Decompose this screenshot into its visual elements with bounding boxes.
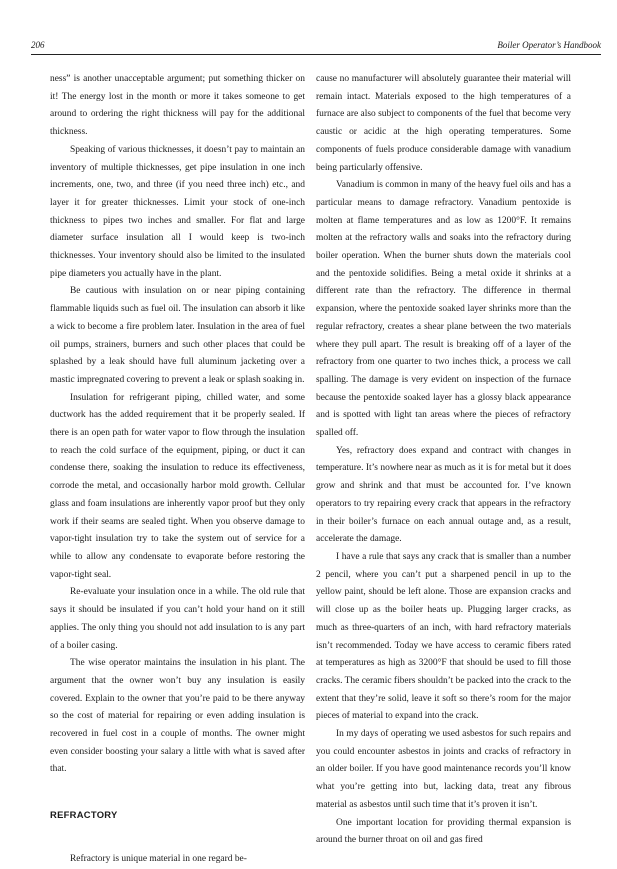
paragraph: Yes, refractory does expand and contract with changes in temperature. It’s nowhere near as much as it is for metal but it does grow and shrink and that must be accounted for. I’ve known operators to try repairing every crack that appears in the refractory in their boiler’s furnace on each annual outage and, as a result, accelerate the damage. <box>316 445 571 545</box>
left-column <box>50 71 305 869</box>
paragraph: I have a rule that says any crack that is smaller than a number 2 pencil, where you can’t put a sharpened pencil in up to the yellow paint, should be left alone. Those are expansion cracks and will close up as the boiler heats up. Plugging larger cracks, as much as three-quarters of an inch, with hard refractory materials isn’t recommended. Today we have access to ceramic fibers rated at temperatures as high as 3200°F that should be used to fill those cracks. The ceramic fibers shouldn’t be packed into the crack to the extent that they’re solid, leave it soft so there’s room for the major pieces of material to expand into the crack. <box>316 551 571 722</box>
book-title: Boiler Operator’s Handbook <box>497 40 601 50</box>
paragraph: Speaking of various thicknesses, it doesn’t pay to maintain an inventory of multiple thicknesses, get pipe insulation in one inch increments, one, two, and three (if you need three inch) etc., and layer it for greater thicknesses. Limit your stock of one-inch thickness to pipes two inches and smaller. For flat and large diameter surface insulation all I would keep is two-inch thicknesses. Your inventory should also be limited to the insulated pipe diameters you actually have in the plant. <box>50 144 305 279</box>
paragraph: Be cautious with insulation on or near piping containing flammable liquids such as fuel oil. The insulation can absorb it like a wick to become a fire problem later. Insulation in the area of fuel oil pumps, strainers, burners and such other places that could be splashed by a leak should have full aluminum jacketing over a mastic impregnated covering to prevent a leak or splash soaking in. <box>50 286 305 385</box>
paragraph: Insulation for refrigerant piping, chilled water, and some ductwork has the added requirement that it be properly sealed. If there is an open path for water vapor to flow through the insulation to reach the cold surface of the equipment, piping, or duct it can condense there, soaking the insulation to reduce its effectiveness, corrode the metal, and occasionally harbor mold growth. Cellular glass and foam insulations are inherently vapor proof but they only work if their seams are sealed tight. When you observe damage to vapor-tight insulation try to take the system out of service for a while to allow any condensate to evaporate before restoring the vapor-tight seal. <box>50 392 305 580</box>
paragraph: cause no manufacturer will absolutely guarantee their material will remain intact. Materials exposed to the high temperatures of a furnace are also subject to components of the fuel that become very caustic or acidic at the high operating temperatures. Some components of fuels produce considerable damage with vanadium being particularly offensive. <box>316 74 571 173</box>
paragraph: The wise operator maintains the insulation in his plant. The argument that the owner won’t buy any insulation is easily covered. Explain to the owner that you’re paid to be there anyway so the cost of material for repairing or even adding insulation is recovered in fuel cost in a couple of months. The owner might even consider boosting your salary a little with what is saved after that. <box>50 658 305 775</box>
paragraph: One important location for providing thermal expansion is around the burner throat on oil and gas fired <box>316 817 571 846</box>
right-column <box>316 71 571 850</box>
section-heading: REFRACTORY <box>50 809 118 821</box>
paragraph: ness” is another unacceptable argument; put something thicker on it! The energy lost in the month or more it takes someone to get around to ordering the right thickness will pay for the additional thickness. <box>50 74 305 138</box>
page-number: 206 <box>31 40 45 50</box>
paragraph: Refractory is unique material in one regard be- <box>70 853 247 864</box>
paragraph: Vanadium is common in many of the heavy fuel oils and has a particular means to damage refractory. Vanadium pentoxide is molten at flame temperatures and as low as 1200°F. It remains molten at the refractory walls and soaks into the refractory during boiler operation. When the burner shuts down the materials cool and the pentoxide solidifies. Being a metal oxide it shrinks at a different rate than the refractory. The difference in thermal expansion, where the pentoxide soaked layer shrinks more than the regular refractory, creates a shear plane between the two materials where they pull apart. The result is breaking off of a layer of the refractory from one quarter to two inches thick, a process we call spalling. The damage is very evident on inspection of the furnace because the pentoxide soaked layer has a glossy black appearance and is spotted with light tan areas where the pieces of refractory spalled off. <box>316 180 571 439</box>
paragraph: In my days of operating we used asbestos for such repairs and you could encounter asbestos in joints and cracks of refractory in an older boiler. If you have good maintenance records you’ll know what you’re getting into but, lacking data, treat any fibrous material as asbestos until such time that it’s proven it isn’t. <box>316 729 571 810</box>
paragraph: Re-evaluate your insulation once in a while. The old rule that says it should be insulated if you can’t hold your hand on it still applies. The only thing you should not add insulation to is any part of a boiler casing. <box>50 587 305 651</box>
running-header <box>31 40 601 55</box>
